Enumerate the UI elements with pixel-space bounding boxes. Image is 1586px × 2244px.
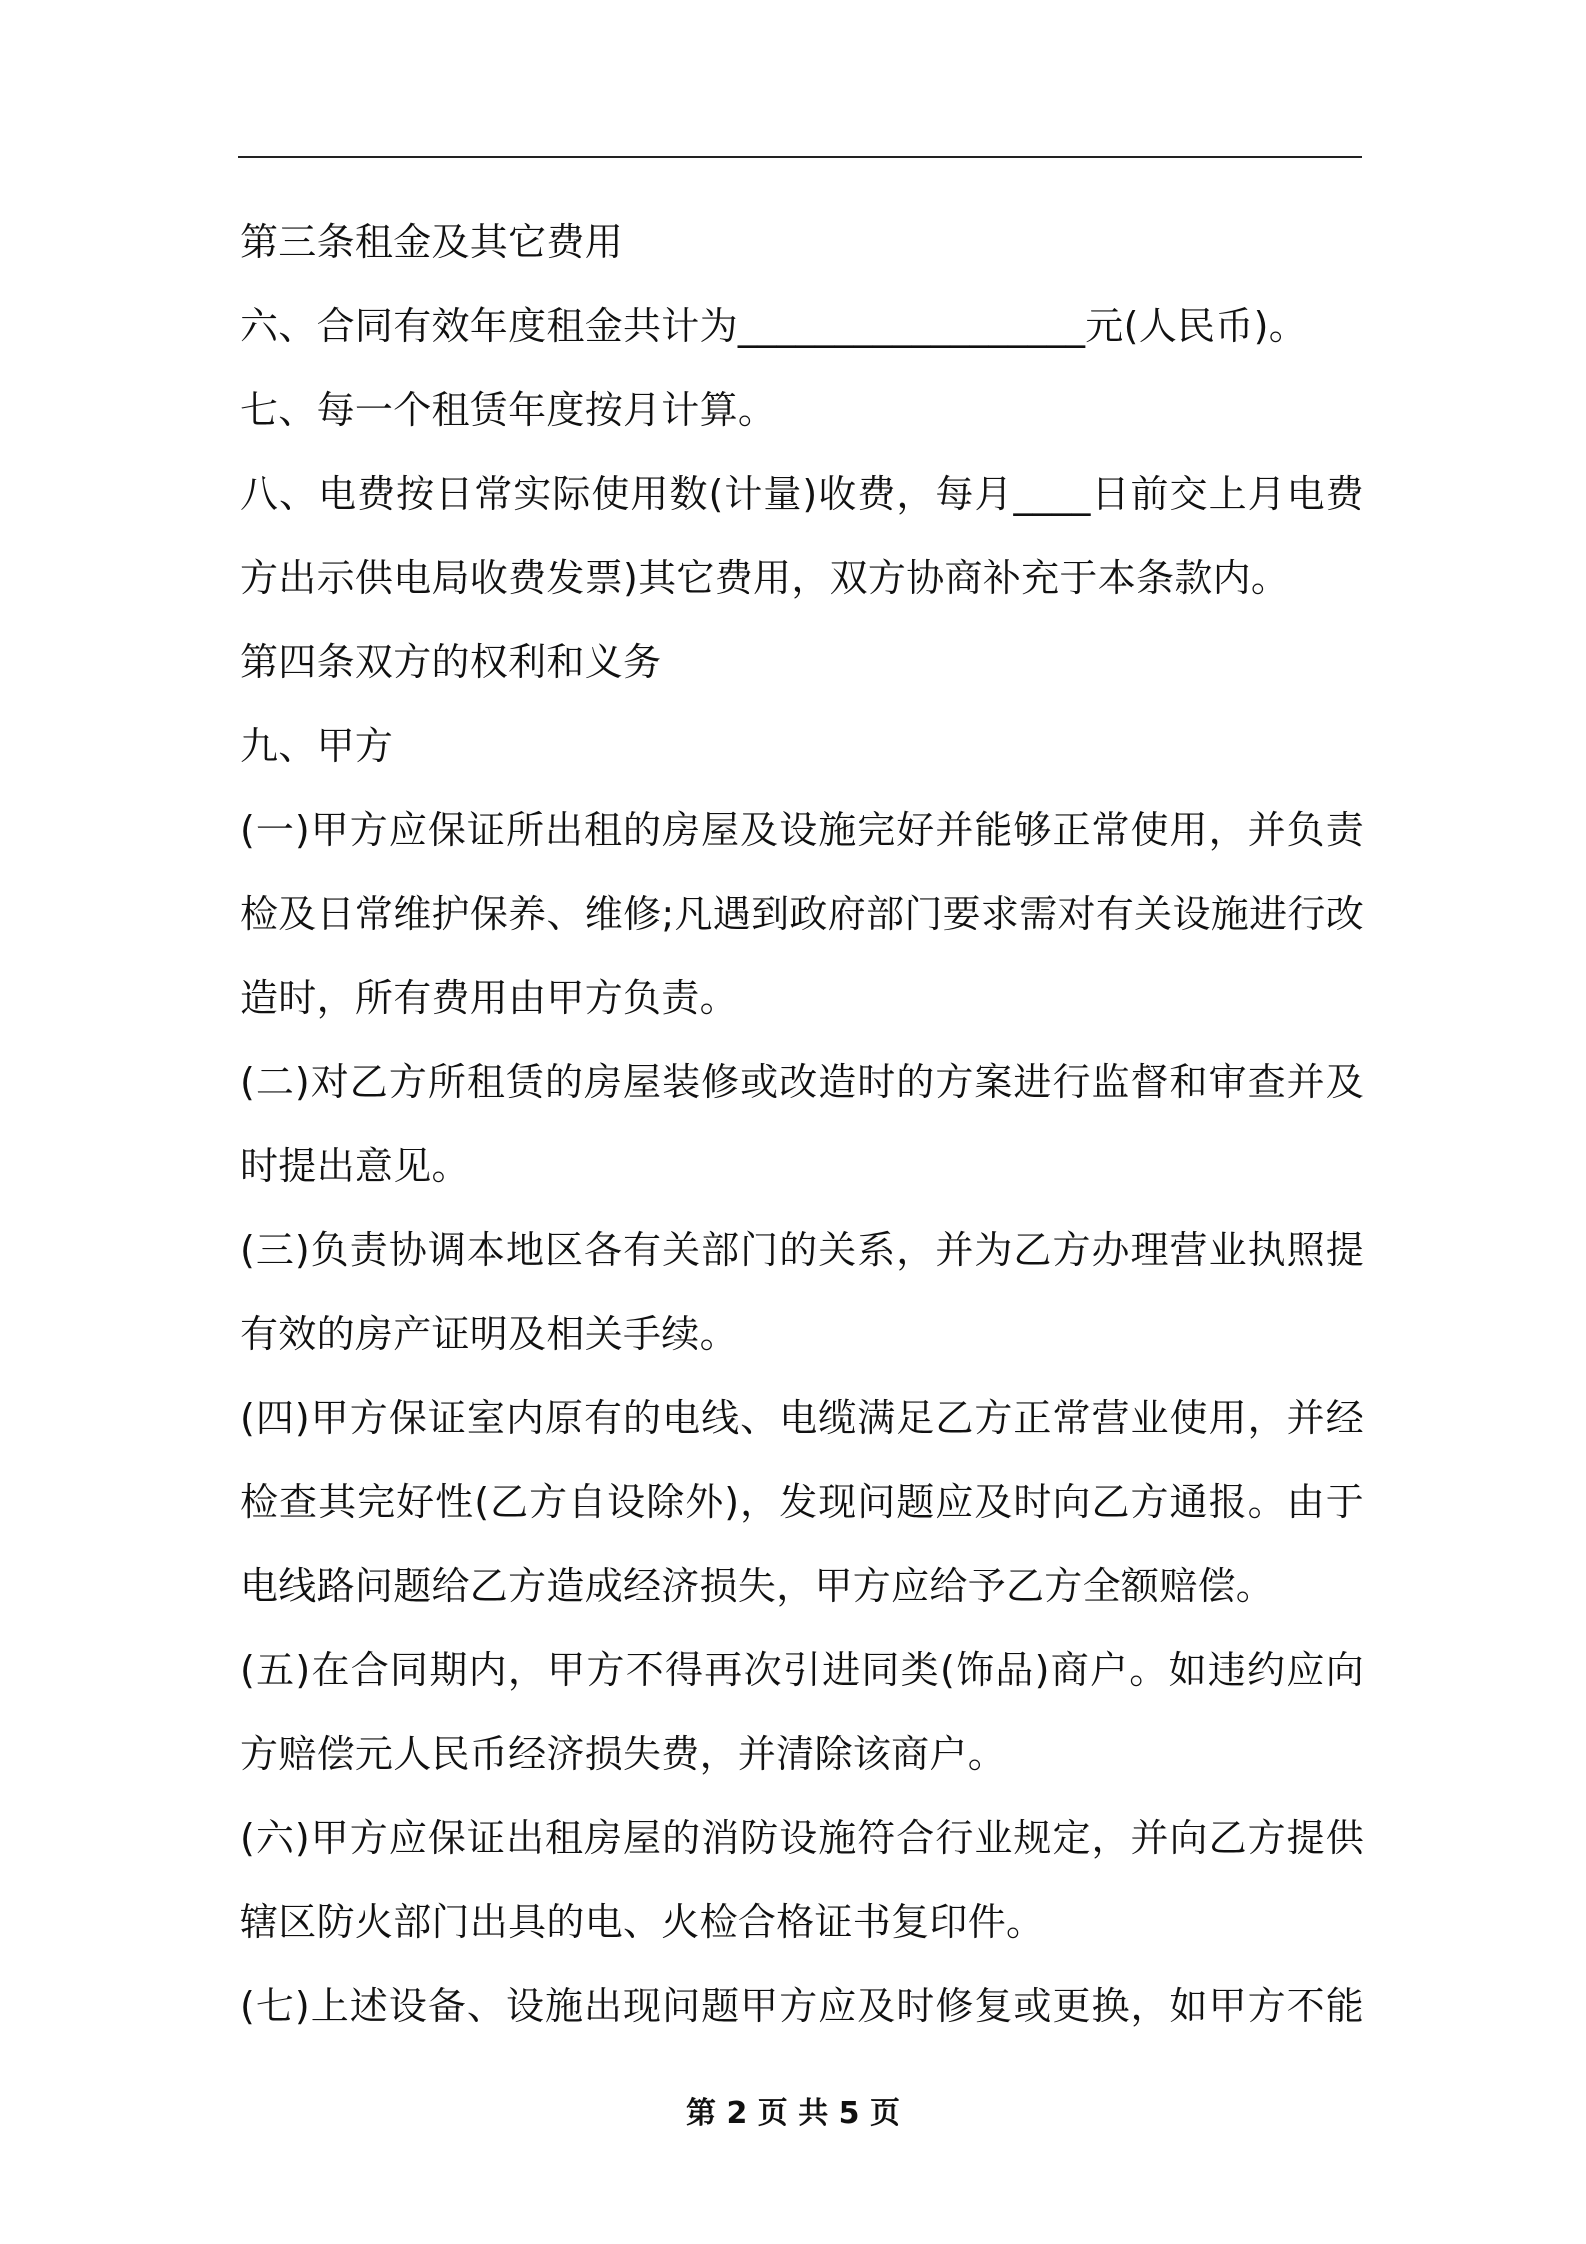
- text-line: 有效的房产证明及相关手续。: [240, 1312, 738, 1356]
- text-line: 时提出意见。: [240, 1144, 470, 1188]
- text-line: 检及日常维护保养、维修;凡遇到政府部门要求需对有关设施进行改: [240, 892, 1364, 936]
- text-line: 检查其完好性(乙方自设除外)，发现问题应及时向乙方通报。由于: [240, 1480, 1364, 1524]
- text-line: (三)负责协调本地区各有关部门的关系，并为乙方办理营业执照提: [240, 1228, 1364, 1272]
- header-rule: [238, 156, 1362, 158]
- text-line: 七、每一个租赁年度按月计算。: [240, 388, 777, 432]
- text-line: 辖区防火部门出具的电、火检合格证书复印件。: [240, 1900, 1045, 1944]
- text-line: 方赔偿元人民币经济损失费，并清除该商户。: [240, 1732, 1007, 1776]
- text-line: 六、合同有效年度租金共计为__________________元(人民币)。: [240, 304, 1308, 348]
- text-line: 方出示供电局收费发票)其它费用，双方协商补充于本条款内。: [240, 556, 1290, 600]
- text-line: (一)甲方应保证所出租的房屋及设施完好并能够正常使用，并负责: [240, 808, 1364, 852]
- text-line: (六)甲方应保证出租房屋的消防设施符合行业规定，并向乙方提供: [240, 1816, 1364, 1860]
- page-number: 第 2 页 共 5 页: [686, 2096, 900, 2131]
- text-line: 第三条租金及其它费用: [240, 220, 624, 264]
- text-line: 九、甲方: [240, 724, 394, 768]
- document-body: [240, 200, 1364, 2048]
- text-line: 第四条双方的权利和义务: [240, 640, 662, 684]
- text-line: 八、电费按日常实际使用数(计量)收费，每月____日前交上月电费: [240, 472, 1364, 516]
- text-line: (四)甲方保证室内原有的电线、电缆满足乙方正常营业使用，并经: [240, 1396, 1364, 1440]
- text-line: 造时，所有费用由甲方负责。: [240, 976, 738, 1020]
- text-line: (五)在合同期内，甲方不得再次引进同类(饰品)商户。如违约应向: [240, 1648, 1364, 1692]
- text-line: (七)上述设备、设施出现问题甲方应及时修复或更换，如甲方不能: [240, 1984, 1364, 2028]
- text-line: (二)对乙方所租赁的房屋装修或改造时的方案进行监督和审查并及: [240, 1060, 1364, 1104]
- text-line: 电线路问题给乙方造成经济损失，甲方应给予乙方全额赔偿。: [240, 1564, 1275, 1608]
